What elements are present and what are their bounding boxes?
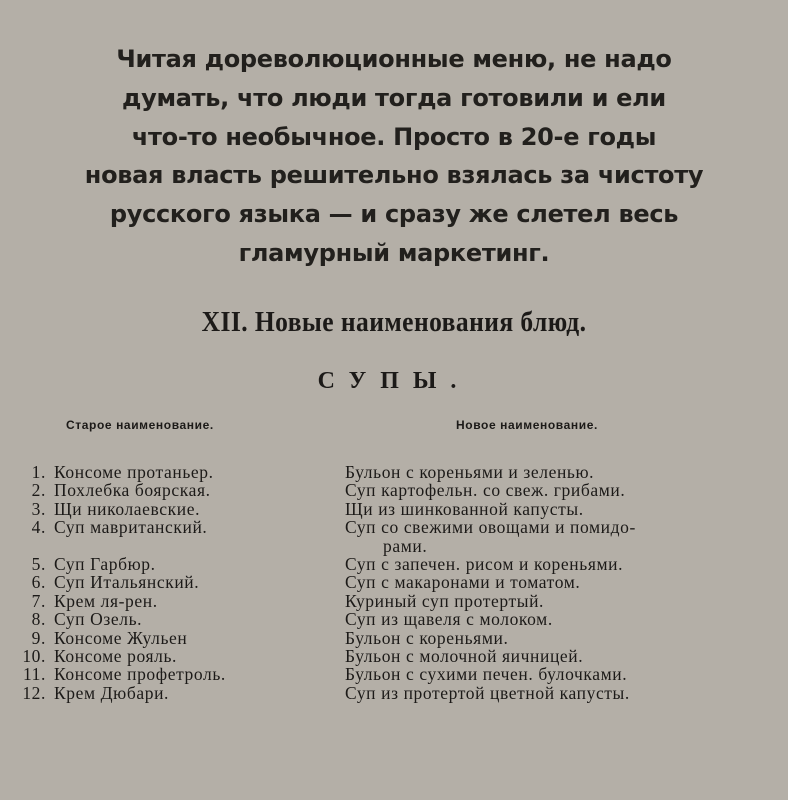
old-name-row xyxy=(20,592,226,610)
intro-line: думать, что люди тогда готовили и ели xyxy=(122,83,666,112)
new-name: Суп из щавеля с молоком. xyxy=(345,609,553,630)
intro-line: новая власть решительно взялась за чистоту xyxy=(84,161,704,190)
new-name: Бульон с сухими печен. булочками. xyxy=(345,664,628,685)
new-name: Суп с макаронами и томатом. xyxy=(345,572,581,593)
new-name: Суп с запечен. рисом и кореньями. xyxy=(345,553,624,574)
new-name-row xyxy=(345,629,636,647)
old-name-row xyxy=(20,555,226,573)
item-number: 12. xyxy=(22,682,46,703)
new-name-row xyxy=(345,684,636,702)
new-name: Бульон с кореньями и зеленью. xyxy=(345,462,595,482)
old-name-row xyxy=(20,629,226,647)
old-name: Консоме Жульен xyxy=(54,627,188,648)
new-name-row xyxy=(345,573,636,591)
old-name-row xyxy=(20,481,226,499)
item-number: 2. xyxy=(31,480,46,501)
old-name: Суп Гарбюр. xyxy=(54,553,156,574)
item-number: 6. xyxy=(31,572,46,593)
old-name-row xyxy=(20,647,226,665)
old-name: Суп Озель. xyxy=(54,609,143,630)
item-number: 11. xyxy=(22,664,46,685)
new-name-row xyxy=(345,610,636,628)
new-name-row xyxy=(345,647,636,665)
old-name: Суп мавританский. xyxy=(54,517,208,538)
new-name-row xyxy=(345,518,636,536)
item-number: 10. xyxy=(22,645,46,666)
old-name-row xyxy=(20,684,226,702)
intro-line: Читая дореволюционные меню, не надо xyxy=(116,45,672,73)
new-name-row xyxy=(345,463,636,481)
item-number: 7. xyxy=(31,590,46,611)
new-name: Суп со свежими овощами и помидо- xyxy=(345,517,636,538)
old-name-row xyxy=(20,500,226,518)
old-name-row xyxy=(20,573,226,591)
intro-line: гламурный маркетинг. xyxy=(238,238,550,267)
new-name-row xyxy=(345,665,636,683)
new-name-row xyxy=(345,592,636,610)
old-name: Щи николаевские. xyxy=(54,498,201,519)
new-name-row xyxy=(345,500,636,518)
section-title: XII. Новые наименования блюд. xyxy=(201,306,587,338)
new-names-list xyxy=(345,463,636,702)
column-header-old: Старое наименование. xyxy=(66,418,214,432)
item-number: 9. xyxy=(31,627,46,648)
new-name: Бульон с кореньями. xyxy=(345,627,509,648)
new-name: Щи из шинкованной капусты. xyxy=(345,498,584,519)
old-name: Консоме рояль. xyxy=(54,645,178,666)
old-name: Крем ля-рен. xyxy=(54,590,158,611)
intro-line: что-то необычное. Просто в 20-е годы xyxy=(131,122,657,151)
old-names-list xyxy=(20,463,226,702)
new-name: Бульон с молочной яичницей. xyxy=(345,645,584,666)
item-number: 1. xyxy=(31,462,46,482)
old-name: Крем Дюбари. xyxy=(54,682,170,703)
new-name: Куриный суп протертый. xyxy=(345,590,545,611)
subsection-title: СУПЫ. xyxy=(317,368,471,394)
new-name: Суп из протертой цветной капусты. xyxy=(345,682,630,703)
old-name: Консоме профетроль. xyxy=(54,664,226,685)
column-header-new: Новое наименование. xyxy=(456,418,598,432)
new-name-continuation: рами. xyxy=(383,535,428,556)
item-number: 5. xyxy=(31,553,46,574)
old-name: Похлебка боярская. xyxy=(54,480,211,501)
old-name-row xyxy=(20,610,226,628)
intro-text xyxy=(0,40,788,273)
item-number: 3. xyxy=(31,498,46,519)
new-name-row xyxy=(345,481,636,499)
old-name: Консоме протаньер. xyxy=(54,462,214,482)
item-number: 8. xyxy=(31,609,46,630)
new-name-row xyxy=(345,555,636,573)
old-name-row xyxy=(20,463,226,481)
new-name: Суп картофельн. со свеж. грибами. xyxy=(345,480,626,501)
spacer-row xyxy=(20,537,226,555)
old-name: Суп Итальянский. xyxy=(54,572,200,593)
intro-line: русского языка — и сразу же слетел весь xyxy=(109,200,679,229)
old-name-row xyxy=(20,665,226,683)
item-number: 4. xyxy=(31,517,46,538)
old-name-row xyxy=(20,518,226,536)
